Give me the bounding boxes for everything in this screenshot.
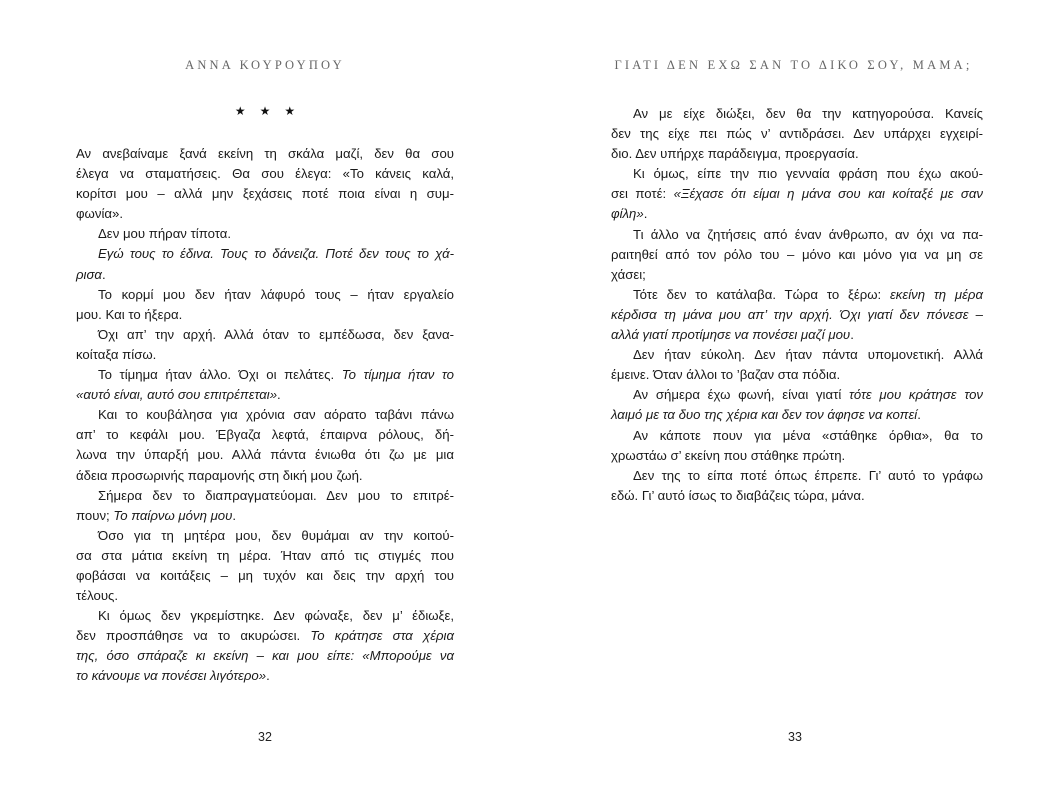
italic-text: κέρδισα τη μάνα μου απ’ την αρχή. Όχι γιατί δεν πόνεσε – [611,306,983,322]
text-line [76,365,454,385]
text-run: ραιτηθεί από τον ρόλο του – μόνο και μόνο για να μη σε [611,246,983,262]
text-run: Το κορμί μου δεν ήταν λάφυρό τους – ήταν εργαλείο [98,286,454,302]
text-run: μου. Και το ήξερα. [76,306,183,322]
text-run: . [277,387,281,403]
text-run: Κι όμως δεν γκρεμίστηκε. Δεν φώναξε, δεν μ’ έδιωξε, [98,608,454,624]
text-line [76,265,454,285]
text-line [611,124,983,144]
text-line [611,265,983,285]
text-run: . [101,266,106,282]
text-line [611,285,983,305]
text-run: Αν ανεβαίναμε ξανά εκείνη τη σκάλα μαζί, δεν θα σου [76,146,454,161]
text-run: Αν με είχε διώξει, δεν θα την κατηγορούσα. Κανείς [633,106,983,121]
page-number: 32 [258,730,272,744]
text-run: πουν; [76,507,114,523]
text-line [76,144,454,164]
text-run: τέλους. [76,588,119,604]
italic-text: της, όσο σπάραζε κι εκείνη – και μου είπε: «Μπορούμε να [76,648,454,664]
text-run: Τι άλλο να ζητήσεις από έναν άνθρωπο, αν όχι να πα- [633,226,983,242]
text-run: Και το κουβάλησα για χρόνια σαν αόρατο ταβάνι πάνω [98,407,454,423]
text-line [611,305,983,325]
text-run: έμεινε. Όταν άλλοι το ’βαζαν στα πόδια. [611,367,841,383]
page-number: 33 [788,730,802,744]
text-run: . [232,507,237,523]
text-run: Σήμερα δεν το διαπραγματεύομαι. Δεν μου το επιτρέ- [98,487,454,503]
text-line [76,164,454,184]
text-run: απ’ το κεφάλι μου. Έβγαζα λεφτά, έπαιρνα ρόλους, δή- [76,427,454,443]
text-line [76,486,454,506]
text-run: χάσει; [611,266,646,282]
italic-text: εκείνη τη μέρα [890,286,983,302]
italic-text: αλλά γιατί προτίμησε να πονέσει μαζί μου [611,327,851,343]
text-line [76,506,454,526]
text-run: χρωστάω σ’ εκείνη που στάθηκε πρώτη. [611,447,846,463]
text-run: εδώ. Γι’ αυτό ίσως το διαβάζεις τώρα, μάνα. [611,487,865,503]
text-line [611,325,983,345]
text-line [76,546,454,566]
italic-text: τότε μου κράτησε τον [848,387,983,403]
text-line [76,606,454,626]
text-line [76,385,454,405]
text-line [76,526,454,546]
text-line [611,204,983,224]
running-head-author: ΑΝΝΑ ΚΟΥΡΟΥΠΟΥ [185,58,345,72]
running-head-title: ΓΙΑΤΙ ΔΕΝ ΕΧΩ ΣΑΝ ΤΟ ΔΙΚΟ ΣΟΥ, ΜΑΜΑ; [614,58,973,72]
italic-text: «Ξέχασε ότι είμαι η μάνα σου και κοίταξέ με σαν [673,186,983,202]
text-line [611,144,983,164]
italic-text: φίλη» [611,206,644,222]
text-run: . [850,327,854,343]
text-run: . [917,407,921,423]
text-run: δεν προσπάθησε να το ακυρώσει. [76,628,311,644]
italic-text: Το τίμημα ήταν το [341,367,454,383]
section-break-ornament: ★★★ [234,104,310,118]
text-run: Κι όμως, είπε την πιο γενναία φράση που έχω ακού- [633,166,983,182]
text-run: δεν της είχε πει πώς ν’ αντιδράσει. Δεν υπάρχει εγχειρί- [611,126,983,142]
text-line [76,646,454,666]
text-run: Δεν μου πήραν τίποτα. [98,226,232,242]
text-run: φοβάσαι να κοιτάξεις – μη τυχόν και δεις την αρχή του [76,567,454,583]
italic-text: το κάνουμε να πονέσει λιγότερο» [76,668,267,684]
text-line [76,224,454,244]
text-line [76,666,454,686]
text-run: σει ποτέ: [611,186,674,202]
text-line [611,405,983,425]
text-run: σα στα μάτια εκείνη τη μέρα. Ήταν από τις στιγμές που [76,547,454,563]
italic-text: «αυτό είναι, αυτό σου επιτρέπεται» [76,387,278,403]
body-text [76,144,454,687]
text-run: Τότε δεν το κατάλαβα. Τώρα το ξέρω: [633,286,891,302]
text-line [611,385,983,405]
text-line [76,325,454,345]
body-text [611,104,983,506]
text-line [611,184,983,204]
text-line [611,486,983,506]
text-run: έλεγα να σταματήσεις. Θα σου έλεγα: «Το κάνεις καλά, [76,166,454,182]
text-line [76,466,454,486]
text-line [611,245,983,265]
text-line [611,345,983,365]
text-line [611,466,983,486]
text-run: άδεια προσωρινής παραμονής στη δική μου ζωή. [76,467,363,483]
text-line [76,285,454,305]
text-line [76,425,454,445]
italic-text: Εγώ τους το έδινα. Τους το δάνειζα. Ποτέ δεν τους το χά- [98,246,454,262]
text-line [76,305,454,325]
text-line [76,445,454,465]
text-run: κορίτσι μου – αλλά μην ξεχάσεις ποτέ ποια είναι η συμ- [76,186,454,202]
text-line [611,426,983,446]
italic-text: Το κράτησε στα χέρια [310,628,455,644]
text-line [76,626,454,646]
text-line [611,164,983,184]
text-line [76,566,454,586]
italic-text: ρισα [76,266,102,282]
text-run: . [643,206,648,222]
italic-text: λαιμό με τα δυο της χέρια και δεν τον άφησε να κοπεί [611,407,918,423]
text-run: Δεν της το είπα ποτέ όπως έπρεπε. Γι’ αυτό το γράφω [633,467,983,483]
text-run: κοίταξα πίσω. [76,346,157,362]
text-line [76,586,454,606]
right-page [529,0,1058,794]
text-line [611,225,983,245]
text-line [76,345,454,365]
text-run: Δεν ήταν εύκολη. Δεν ήταν πάντα υπομονετική. Αλλά [633,347,983,363]
text-line [76,405,454,425]
text-run: λωνα την ύπαρξή μου. Αλλά πάντα ένιωθα ότι ζω με μια [76,447,454,463]
text-line [611,446,983,466]
text-run: Όσο για τη μητέρα μου, δεν θυμάμαι αν την κοιτού- [98,527,454,543]
text-run: Αν σήμερα έχω φωνή, είναι γιατί [633,387,849,403]
text-run: Όχι απ’ την αρχή. Αλλά όταν το εμπέδωσα, δεν ξανα- [98,326,454,342]
text-line [76,244,454,264]
text-line [611,365,983,385]
text-run: φωνία». [76,206,123,222]
text-run: . [266,668,270,684]
text-line [76,184,454,204]
text-line [611,104,983,124]
text-run: διο. Δεν υπήρχε παράδειγμα, προεργασία. [611,146,859,162]
text-run: Το τίμημα ήταν άλλο. Όχι οι πελάτες. [98,367,342,383]
text-line [76,204,454,224]
text-run: Αν κάποτε πουν για μένα «στάθηκε όρθια», θα το [633,427,983,443]
italic-text: Το παίρνω μόνη μου [113,507,233,523]
